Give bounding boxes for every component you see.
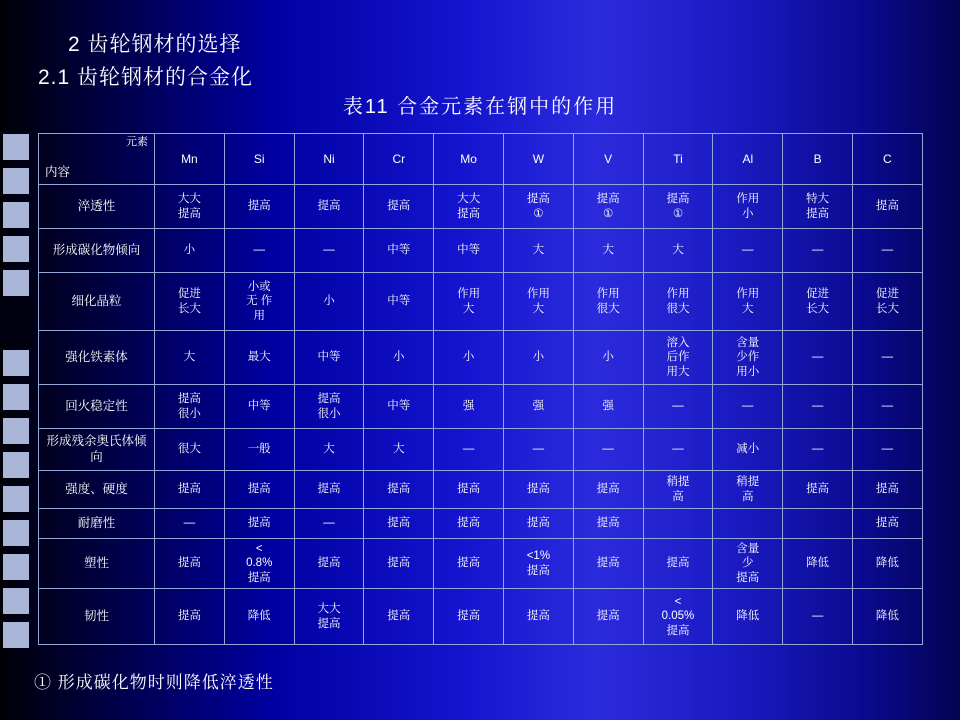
table-cell: 提高	[294, 539, 364, 589]
table-cell	[783, 509, 853, 539]
table-cell: —	[713, 385, 783, 429]
table-row-label: 耐磨性	[39, 509, 155, 539]
table-cell: —	[713, 229, 783, 273]
table-cell: 提高	[434, 471, 504, 509]
table-cell: 提高 很小	[294, 385, 364, 429]
table-row	[39, 589, 923, 645]
table-cell: 提高	[364, 539, 434, 589]
table-cell: —	[783, 331, 853, 385]
table-cell: 小	[503, 331, 573, 385]
table-cell: 中等	[364, 385, 434, 429]
table-cell: 提高	[573, 539, 643, 589]
table-cell: 提高 很小	[155, 385, 225, 429]
alloy-table-wrapper	[38, 133, 922, 645]
table-cell: —	[783, 229, 853, 273]
table-row-label: 形成碳化物倾向	[39, 229, 155, 273]
table-cell: 提高	[294, 471, 364, 509]
table-cell: 大大 提高	[294, 589, 364, 645]
table-cell: 提高	[573, 471, 643, 509]
table-cell: —	[434, 429, 504, 471]
table-cell: 促进 长大	[852, 273, 922, 331]
page-subtitle: 2.1 齿轮钢材的合金化	[38, 66, 254, 89]
table-cell: 强	[573, 385, 643, 429]
table-row-label: 回火稳定性	[39, 385, 155, 429]
table-cell: 促进 长大	[783, 273, 853, 331]
table-cell: 提高 ①	[573, 185, 643, 229]
table-cell: —	[294, 509, 364, 539]
table-column-header: Mo	[434, 134, 504, 185]
table-cell: 提高	[783, 471, 853, 509]
table-cell: 大大 提高	[434, 185, 504, 229]
table-column-header: C	[852, 134, 922, 185]
table-cell: 促进 长大	[155, 273, 225, 331]
table-cell: 强	[434, 385, 504, 429]
table-row	[39, 229, 923, 273]
table-cell: —	[783, 385, 853, 429]
table-cell: 大	[573, 229, 643, 273]
filmstrip-dark-gap	[0, 300, 34, 344]
table-cell: <1% 提高	[503, 539, 573, 589]
table-cell: 提高	[852, 509, 922, 539]
table-column-header: W	[503, 134, 573, 185]
table-row-label: 淬透性	[39, 185, 155, 229]
table-caption: 表11 合金元素在钢中的作用	[342, 96, 618, 118]
table-cell: —	[852, 331, 922, 385]
table-cell: 提高 ①	[643, 185, 713, 229]
table-cell: 大	[294, 429, 364, 471]
table-column-header: Si	[224, 134, 294, 185]
table-cell: 提高	[503, 471, 573, 509]
table-row	[39, 331, 923, 385]
table-cell: 提高	[364, 589, 434, 645]
table-cell: 提高	[503, 509, 573, 539]
table-cell: 作用 很大	[643, 273, 713, 331]
table-row-label: 细化晶粒	[39, 273, 155, 331]
table-cell: 提高	[224, 471, 294, 509]
table-row	[39, 509, 923, 539]
table-cell: 小	[434, 331, 504, 385]
table-cell: 提高	[224, 185, 294, 229]
table-cell: 减小	[713, 429, 783, 471]
table-cell: 很大	[155, 429, 225, 471]
table-cell: —	[643, 385, 713, 429]
table-column-header: Ni	[294, 134, 364, 185]
table-cell	[713, 509, 783, 539]
table-cell: 中等	[364, 229, 434, 273]
table-header-row	[39, 134, 923, 185]
table-column-header: Al	[713, 134, 783, 185]
table-cell: 一般	[224, 429, 294, 471]
table-cell: 中等	[364, 273, 434, 331]
corner-element-label: 元素	[126, 136, 148, 148]
table-column-header: V	[573, 134, 643, 185]
table-cell: 含量 少 提高	[713, 539, 783, 589]
table-cell: 提高	[155, 589, 225, 645]
table-cell: 中等	[294, 331, 364, 385]
table-row	[39, 429, 923, 471]
table-cell: 中等	[224, 385, 294, 429]
table-cell: 提高	[155, 471, 225, 509]
table-cell: 小	[364, 331, 434, 385]
table-row-label: 韧性	[39, 589, 155, 645]
table-cell: 作用 大	[434, 273, 504, 331]
table-cell: 小或 无 作 用	[224, 273, 294, 331]
table-cell: —	[643, 429, 713, 471]
table-cell: 中等	[434, 229, 504, 273]
table-cell	[643, 509, 713, 539]
table-column-header: Mn	[155, 134, 225, 185]
corner-content-label: 内容	[45, 165, 71, 180]
table-cell: —	[783, 429, 853, 471]
table-cell: 提高	[364, 509, 434, 539]
table-cell: —	[783, 589, 853, 645]
table-cell: 提高	[434, 539, 504, 589]
table-cell: 最大	[224, 331, 294, 385]
table-cell: 大	[643, 229, 713, 273]
table-cell: 大	[364, 429, 434, 471]
table-cell: 降低	[852, 539, 922, 589]
table-row	[39, 385, 923, 429]
table-column-header: B	[783, 134, 853, 185]
table-cell: 特大 提高	[783, 185, 853, 229]
table-column-header: Ti	[643, 134, 713, 185]
table-row	[39, 471, 923, 509]
table-cell: —	[294, 229, 364, 273]
table-cell: 降低	[852, 589, 922, 645]
table-cell: 稍提 高	[643, 471, 713, 509]
table-row-label: 强化铁素体	[39, 331, 155, 385]
table-cell: 小	[294, 273, 364, 331]
footnote: ① 形成碳化物时则降低淬透性	[34, 673, 274, 692]
table-cell: 提高	[155, 539, 225, 589]
table-cell: —	[852, 429, 922, 471]
table-row-label: 形成残余奥氏体倾向	[39, 429, 155, 471]
table-row-label: 塑性	[39, 539, 155, 589]
table-cell: 溶入 后作 用大	[643, 331, 713, 385]
table-column-header: Cr	[364, 134, 434, 185]
table-cell: —	[573, 429, 643, 471]
table-cell: —	[503, 429, 573, 471]
table-cell: 提高	[852, 185, 922, 229]
table-cell: —	[852, 229, 922, 273]
page-title: 2 齿轮钢材的选择	[68, 33, 242, 56]
table-cell: 提高	[224, 509, 294, 539]
table-cell: 提高	[294, 185, 364, 229]
table-row	[39, 185, 923, 229]
table-cell: 提高	[573, 589, 643, 645]
table-cell: —	[852, 385, 922, 429]
table-cell: 提高	[434, 589, 504, 645]
table-cell: 提高	[364, 185, 434, 229]
table-cell: 大	[503, 229, 573, 273]
table-cell: 提高	[434, 509, 504, 539]
table-cell: 降低	[713, 589, 783, 645]
table-cell: 提高	[573, 509, 643, 539]
table-cell: 作用 大	[713, 273, 783, 331]
table-cell: 含量 少作 用小	[713, 331, 783, 385]
table-cell: 提高 ①	[503, 185, 573, 229]
table-cell: 作用 很大	[573, 273, 643, 331]
table-cell: 稍提 高	[713, 471, 783, 509]
table-cell: 强	[503, 385, 573, 429]
table-cell: 作用 大	[503, 273, 573, 331]
table-cell: < 0.05% 提高	[643, 589, 713, 645]
table-cell: < 0.8% 提高	[224, 539, 294, 589]
table-row	[39, 273, 923, 331]
table-cell: 大大 提高	[155, 185, 225, 229]
table-cell: 小	[573, 331, 643, 385]
table-cell: 提高	[364, 471, 434, 509]
table-cell: 提高	[643, 539, 713, 589]
table-row	[39, 539, 923, 589]
table-cell: 提高	[503, 589, 573, 645]
table-row-label: 强度、硬度	[39, 471, 155, 509]
table-cell: 大	[155, 331, 225, 385]
table-cell: 小	[155, 229, 225, 273]
alloy-element-table	[38, 133, 923, 645]
table-corner-cell	[39, 134, 155, 185]
table-cell: —	[224, 229, 294, 273]
table-cell: 提高	[852, 471, 922, 509]
table-cell: 作用 小	[713, 185, 783, 229]
table-cell: 降低	[783, 539, 853, 589]
table-cell: —	[155, 509, 225, 539]
table-cell: 降低	[224, 589, 294, 645]
